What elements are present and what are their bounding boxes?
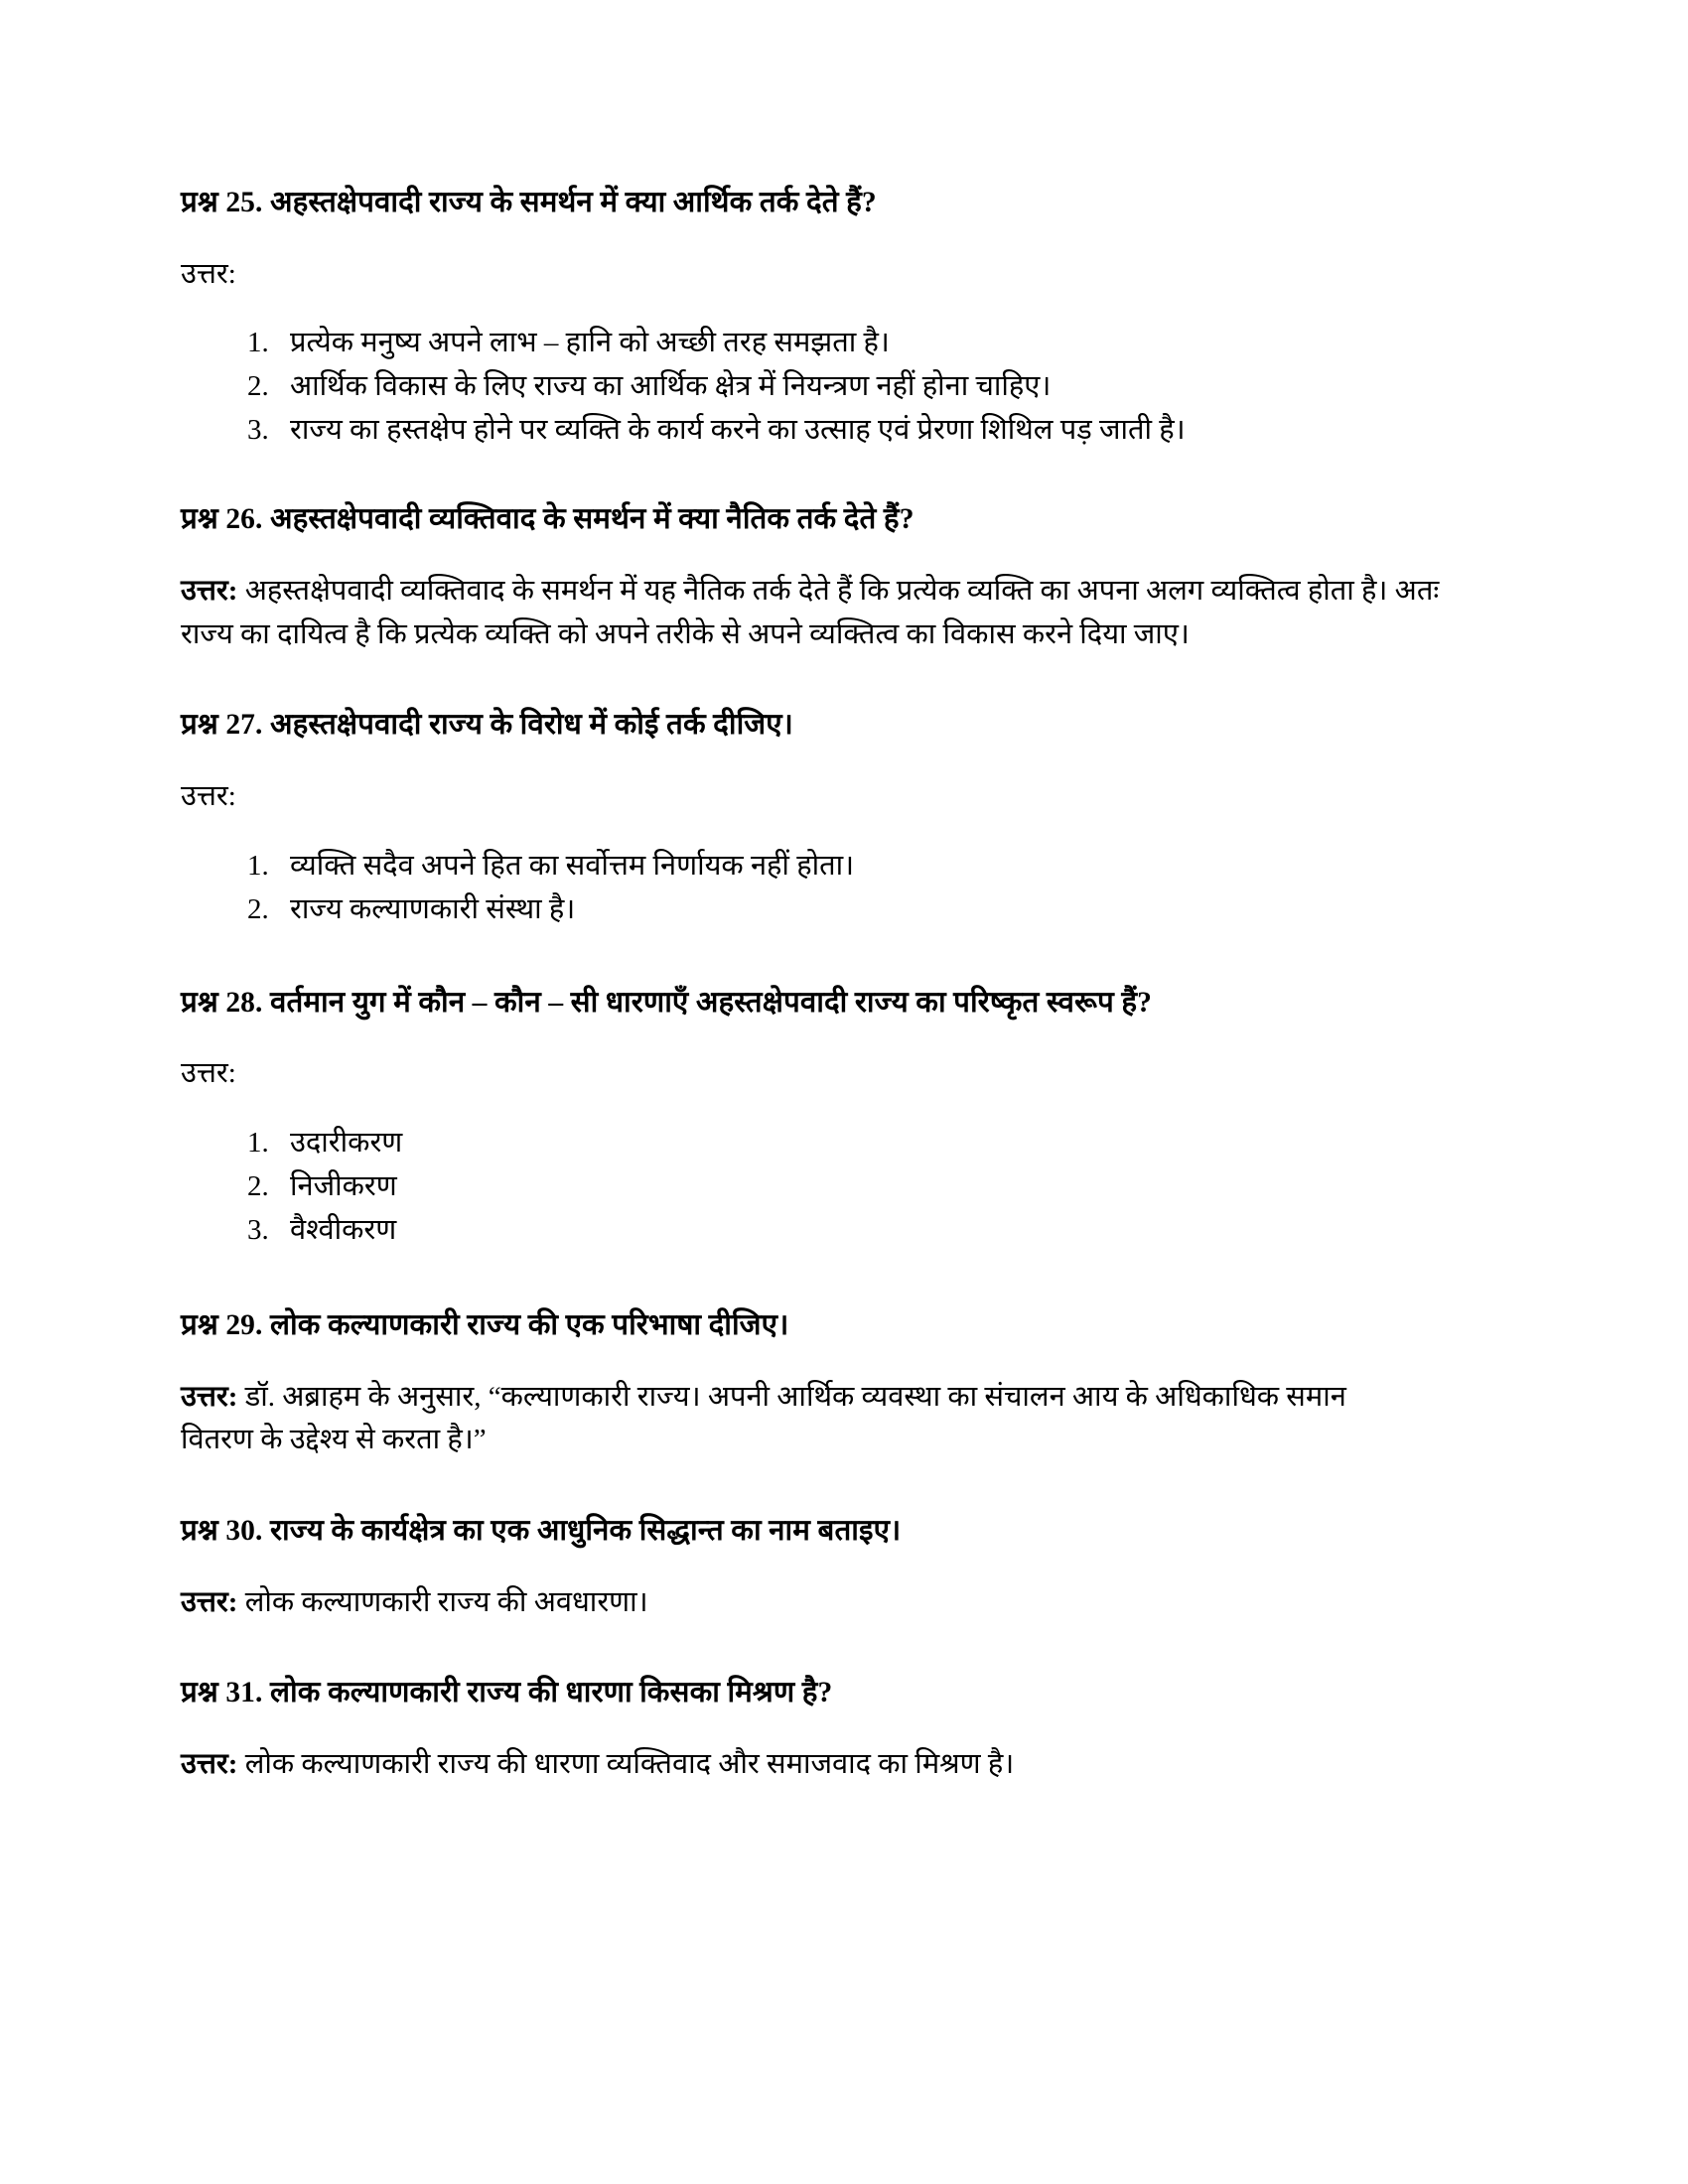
answer-label-28: उत्तर: [181,1057,236,1090]
list-item-text: राज्य कल्याणकारी संस्था है। [290,892,576,925]
answer-list-28 [181,1122,1410,1251]
qa-block-28 [181,984,1410,1251]
answer-text-29: डॉ. अब्राहम के अनुसार, “कल्याणकारी राज्य। अपनी आर्थिक व्यवस्था का संचालन आय के अधिकाधिक समान वितरण के उद्देश्य से करता है।” [181,1380,1346,1456]
list-item-text: आर्थिक विकास के लिए राज्य का आर्थिक क्षेत्र में नियन्त्रण नहीं होना चाहिए। [290,370,1052,403]
list-item [276,365,1410,407]
answer-label-25: उत्तर: [181,257,236,290]
question-heading-31: प्रश्न 31. लोक कल्याणकारी राज्य की धारणा किसका मिश्रण है? [181,1677,833,1709]
question-heading-28: प्रश्न 28. वर्तमान युग में कौन – कौन – सी धारणाएँ अहस्तक्षेपवादी राज्य का परिष्कृत स्वरूप हैं? [181,986,1152,1019]
answer-list-27 [181,845,1410,930]
spacer [181,656,1410,706]
list-item-text: उदारीकरण [290,1126,403,1159]
answer-paragraph-31 [181,1743,1410,1787]
list-item-text: निजीकरण [290,1170,397,1203]
list-item [276,888,1410,930]
answer-text-30: लोक कल्याणकारी राज्य की अवधारणा। [237,1585,648,1618]
spacer [181,453,1410,500]
answer-paragraph-26 [181,570,1450,656]
list-item-text: प्रत्येक मनुष्य अपने लाभ – हानि को अच्छी तरह समझता है। [290,327,890,359]
answer-paragraph-30 [181,1581,1410,1625]
qa-block-31 [181,1674,1410,1786]
question-heading-29: प्रश्न 29. लोक कल्याणकारी राज्य की एक परिभाषा दीजिए। [181,1309,789,1342]
answer-label-31: उत्तर: [181,1748,238,1781]
qa-block-25 [181,184,1410,451]
qa-block-27 [181,706,1410,929]
answer-label-26: उत्तर: [181,575,238,608]
qa-block-30 [181,1512,1410,1624]
answer-text-31: लोक कल्याणकारी राज्य की धारणा व्यक्तिवाद और समाजवाद का मिश्रण है। [237,1748,1015,1781]
spacer [181,1462,1410,1512]
spacer [181,1624,1410,1674]
answer-text-26: अहस्तक्षेपवादी व्यक्तिवाद के समर्थन में यह नैतिक तर्क देते हैं कि प्रत्येक व्यक्ति का अपना अलग व्यक्तित्व होता है। अतः राज्य का दायित्व है कि प्रत्येक व्यक्ति को अपने तरीके से अपने व्यक्तित्व का विकास करने दिया जाए। [181,575,1440,650]
list-item [276,1122,1410,1163]
question-heading-25: प्रश्न 25. अहस्तक्षेपवादी राज्य के समर्थन में क्या आर्थिक तर्क देते हैं? [181,187,877,218]
answer-label-27: उत्तर: [181,780,236,813]
list-item [276,322,1410,363]
question-heading-27: प्रश्न 27. अहस्तक्षेपवादी राज्य के विरोध में कोई तर्क दीजिए। [181,709,793,742]
list-item [276,1165,1410,1207]
list-item [276,409,1410,451]
question-heading-26: प्रश्न 26. अहस्तक्षेपवादी व्यक्तिवाद के समर्थन में क्या नैतिक तर्क देते हैं? [181,503,914,536]
spacer [181,932,1410,984]
list-item [276,845,1410,887]
qa-block-26 [181,500,1440,656]
list-item-text: वैश्वीकरण [290,1214,397,1247]
spacer [181,1253,1410,1306]
question-heading-30: प्रश्न 30. राज्य के कार्यक्षेत्र का एक आधुनिक सिद्धान्त का नाम बताइए। [181,1514,902,1547]
list-item-text: व्यक्ति सदैव अपने हित का सर्वोत्तम निर्णायक नहीं होता। [290,849,855,882]
answer-paragraph-29 [181,1376,1410,1462]
answer-list-25 [181,322,1410,451]
list-item-text: राज्य का हस्तक्षेप होने पर व्यक्ति के कार्य करने का उत्साह एवं प्रेरणा शिथिल पड़ जाती है। [290,414,1186,447]
qa-block-29 [181,1306,1410,1462]
answer-label-30: उत्तर: [181,1585,238,1618]
answer-label-29: उत्तर: [181,1380,238,1413]
list-item [276,1209,1410,1251]
